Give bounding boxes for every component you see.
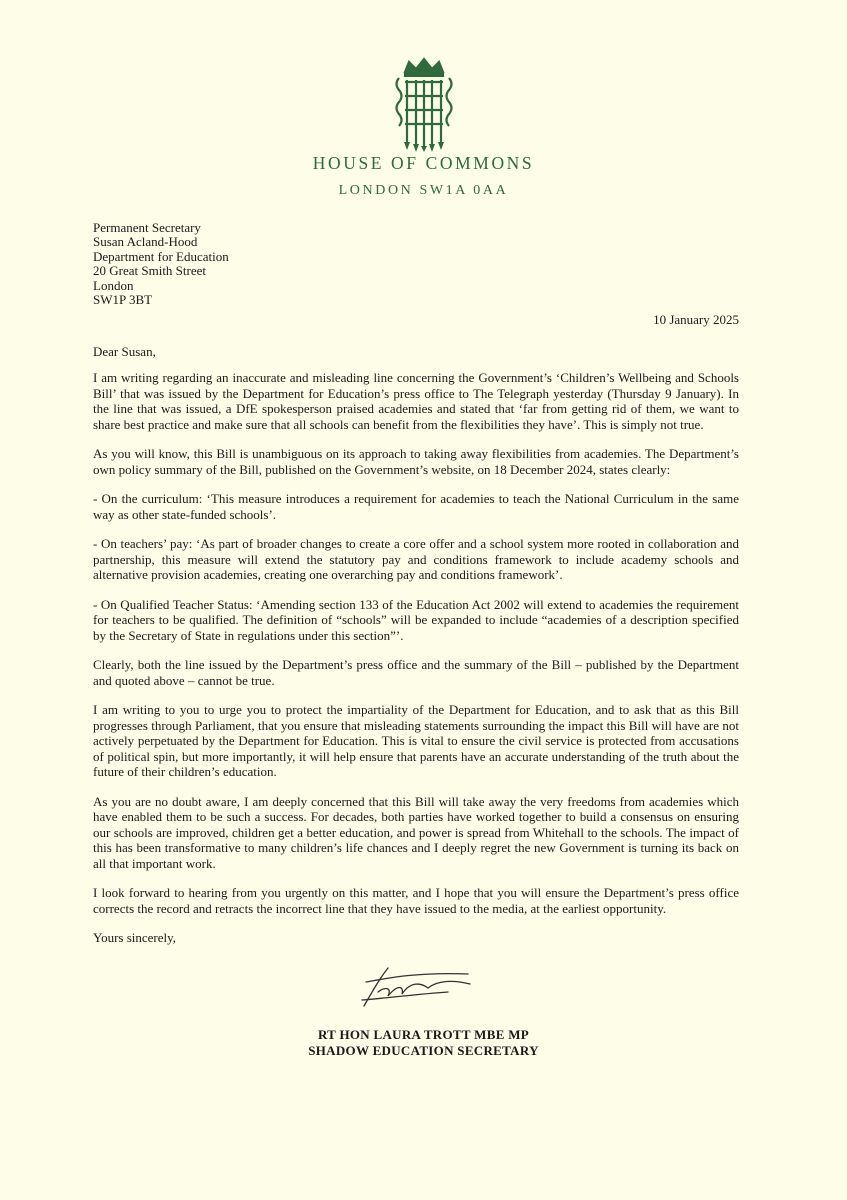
signer-title: SHADOW EDUCATION SECRETARY xyxy=(308,1043,539,1058)
recipient-line: Department for Education xyxy=(93,248,229,264)
portcullis-icon xyxy=(391,56,457,152)
recipient-address xyxy=(93,221,229,307)
body-paragraph: Clearly, both the line issued by the Department’s press office and the summary of the Bill – published by the Department and quoted above – cannot be true. xyxy=(93,657,739,688)
body-paragraph: I am writing regarding an inaccurate and misleading line concerning the Government’s ‘Children’s Wellbeing and Schools Bill’ that was issued by the Department for Education’s press office to The Telegraph yesterday (Thursday 9 January). In the line that was issued, a DfE spokesperson praised academies and stated that ‘far from getting rid of them, we want to share best practice and make sure that all schools can benefit from the flexibilities they have’. This is simply not true. xyxy=(93,370,739,432)
body-paragraph: I am writing to you to urge you to protect the impartiality of the Department for Education, and to ask that as this Bill progresses through Parliament, that you ensure that misleading statements surrounding the impact this Bill will have are not actively perpetuated by the Department for Education. This is vital to ensure the civil service is protected from accusations of political spin, but more importantly, it will help ensure that parents have an accurate understanding of the truth about the future of their children’s education. xyxy=(93,702,739,779)
body-paragraph: As you will know, this Bill is unambiguous on its approach to taking away flexibilities from academies. The Department’s own policy summary of the Bill, published on the Government’s website, on 18 December 2024, states clearly: xyxy=(93,446,739,477)
recipient-line: Permanent Secretary xyxy=(93,220,201,235)
letter-date: 10 January 2025 xyxy=(653,312,739,327)
salutation: Dear Susan, xyxy=(93,344,156,359)
signature-image xyxy=(358,962,478,1012)
letterhead-house-name: HOUSE OF COMMONS xyxy=(312,153,535,173)
closing: Yours sincerely, xyxy=(93,930,177,945)
body-paragraph: - On Qualified Teacher Status: ‘Amending section 133 of the Education Act 2002 will extend to academies the requirement for teachers to be qualified. The definition of “schools” will be expanded to include “academies of a description specified by the Secretary of State in regulations under this section”’. xyxy=(93,596,739,643)
body-paragraph: - On the curriculum: ‘This measure introduces a requirement for academies to teach the National Curriculum in the same way as other state-funded schools’. xyxy=(93,491,739,522)
letterhead-address: LONDON SW1A 0AA xyxy=(338,183,509,198)
recipient-line: 20 Great Smith Street xyxy=(93,263,207,279)
recipient-line: London xyxy=(93,277,134,293)
signer-block xyxy=(0,1027,847,1059)
recipient-line: Susan Acland-Hood xyxy=(93,234,198,250)
recipient-line: SW1P 3BT xyxy=(93,292,153,308)
body-paragraph: - On teachers’ pay: ‘As part of broader changes to create a core offer and a school system more rooted in collaboration and partnership, this measure will extend the statutory pay and conditions framework to include academy schools and alternative provision academies, creating one overarching pay and conditions framework’. xyxy=(93,536,739,582)
body-paragraph: I look forward to hearing from you urgently on this matter, and I hope that you will ensure the Department’s press office corrects the record and retracts the incorrect line that they have issued to the media, at the earliest opportunity. xyxy=(93,885,739,916)
body-paragraph: As you are no doubt aware, I am deeply concerned that this Bill will take away the very freedoms from academies which have enabled them to be such a success. For decades, both parties have worked together to build a consensus on ensuring our schools are improved, children get a better education, and power is spread from Whitehall to the schools. The impact of this has been transformative to many children’s life chances and I deeply regret the new Government is turning its back on all that important work. xyxy=(93,793,739,871)
signer-name: RT HON LAURA TROTT MBE MP xyxy=(317,1027,530,1042)
letter-body xyxy=(93,370,739,960)
